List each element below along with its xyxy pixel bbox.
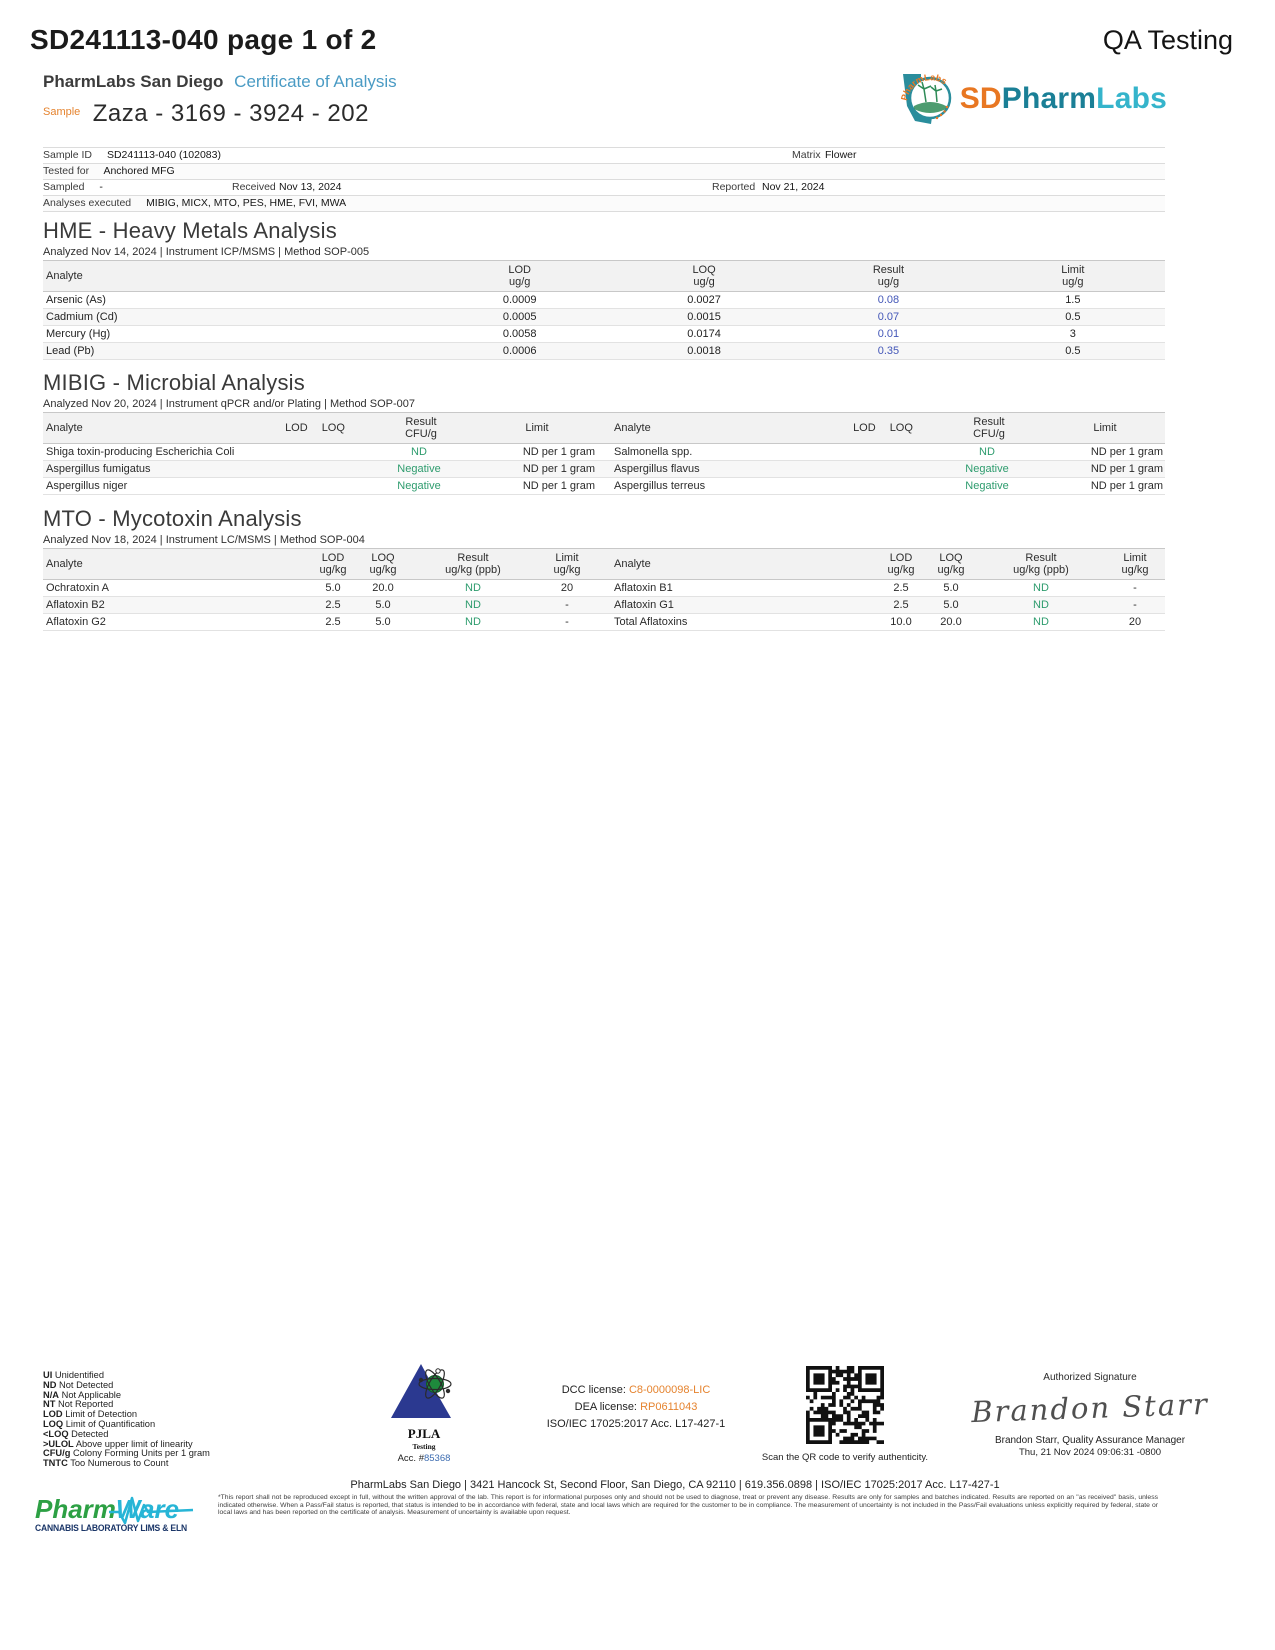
table-row: Shiga toxin-producing Escherichia Coli ND ND per 1 gram Salmonella spp. ND ND per 1 gram (43, 444, 1165, 461)
table-row: Aflatoxin B2 2.5 5.0 ND - Aflatoxin G1 2.5 5.0 ND - (43, 597, 1165, 614)
pjla-sub: Testing (412, 1442, 436, 1451)
pharmware-pharm: Pharm (35, 1494, 116, 1524)
qr-verification (760, 1366, 930, 1463)
table-row: Arsenic (As) 0.0009 0.0027 0.08 1.5 (43, 292, 1165, 309)
mto-col-loq: LOQ ug/kg (369, 552, 397, 576)
info-row-analyses (43, 196, 1165, 212)
sampled-label: Sampled (43, 181, 85, 193)
mto-col-lod: LOD ug/kg (887, 552, 915, 576)
info-row-sample-id (43, 148, 1165, 164)
legend-item: ND Not Detected (43, 1379, 114, 1390)
pjla-logo-icon (383, 1360, 465, 1420)
analyses-label: Analyses executed (43, 197, 132, 209)
legend-item: CFU/g Colony Forming Units per 1 gram (43, 1448, 210, 1459)
sample-id-label: Sample ID (43, 149, 93, 161)
table-row: Aflatoxin G2 2.5 5.0 ND - Total Aflatoxins 10.0 20.0 ND 20 (43, 614, 1165, 631)
table-row: Mercury (Hg) 0.0058 0.0174 0.01 3 (43, 326, 1165, 343)
mibig-col-limit: Limit (1093, 422, 1117, 434)
table-row: Ochratoxin A 5.0 20.0 ND 20 Aflatoxin B1 2.5 5.0 ND - (43, 580, 1165, 597)
pjla-name: PJLA (407, 1426, 441, 1441)
pjla-accreditation (366, 1360, 482, 1464)
reported-value: Nov 21, 2024 (762, 181, 825, 193)
hme-col-loq: LOQ ug/g (692, 264, 716, 288)
mto-col-loq: LOQ ug/kg (937, 552, 965, 576)
pharmware-wordmark (35, 1496, 190, 1522)
mto-section-title: MTO - Mycotoxin Analysis (43, 506, 302, 531)
hme-section-title: HME - Heavy Metals Analysis (43, 218, 337, 243)
legend-item: UI Unidentified (43, 1370, 105, 1380)
mibig-col-limit: Limit (525, 422, 549, 434)
mibig-section-title: MIBIG - Microbial Analysis (43, 370, 305, 395)
mibig-col-lod-loq: LOD LOQ (285, 422, 345, 434)
pharmware-ware: Ware (115, 1494, 180, 1524)
authorized-signature-label: Authorized Signature (1043, 1372, 1137, 1383)
mibig-col-result: Result CFU/g (405, 416, 437, 440)
mto-col-limit: Limit ug/kg (1121, 552, 1149, 576)
mibig-col-lod-loq: LOD LOQ (853, 422, 913, 434)
received-value: Nov 13, 2024 (279, 181, 342, 193)
reported-label: Reported (712, 181, 756, 193)
sample-info-table (43, 147, 1165, 212)
info-row-dates (43, 180, 1165, 196)
legend-item: N/A Not Applicable (43, 1389, 122, 1400)
sample-line (43, 100, 369, 128)
pjla-accreditation-number: Acc. #85368 (397, 1453, 451, 1464)
brand-pharm: Pharm (1001, 82, 1097, 115)
info-row-tested-for (43, 164, 1165, 180)
table-row: Lead (Pb) 0.0006 0.0018 0.35 0.5 (43, 343, 1165, 360)
table-row: Aspergillus niger Negative ND per 1 gram Aspergillus terreus Negative ND per 1 gram (43, 478, 1165, 495)
mto-col-lod: LOD ug/kg (319, 552, 347, 576)
pharmware-logo (35, 1496, 190, 1534)
mibig-section-meta: Analyzed Nov 20, 2024 | Instrument qPCR and/or Plating | Method SOP-007 (43, 398, 415, 410)
tested-for-label: Tested for (43, 165, 90, 177)
legend-item: TNTC Too Numerous to Count (43, 1458, 169, 1469)
qa-testing-label: QA Testing (1102, 25, 1233, 55)
report-disclaimer: *This report shall not be reproduced except in full, without the written approval of the lab. This report is for informational purposes only and should not be used to diagnose, treat or prevent any disease. Results are only for samples and batches indicated. Results are reported on an "as received" basis, unless indicated otherwise. When a Pass/Fail status is reported, that status is intended to be in accordance with federal, state and local laws which are required for the customer to be in compliance. The measurement of uncertainty is not included in the Pass/Fail evaluations unless explicitly required by federal, state or local laws and has been reported on the certificate of analysis. Measurement of uncertainty is available upon request. (218, 1494, 1158, 1517)
iso-accreditation: ISO/IEC 17025:2017 Acc. L17-427-1 (546, 1418, 726, 1430)
brand-labs: Labs (1096, 82, 1167, 115)
lab-name: PharmLabs San Diego (43, 72, 224, 91)
qr-caption: Scan the QR code to verify authenticity. (761, 1452, 929, 1463)
hme-section-meta: Analyzed Nov 14, 2024 | Instrument ICP/MSMS | Method SOP-005 (43, 246, 370, 258)
hme-col-result: Result ug/g (872, 264, 905, 288)
pharmlabs-seal-icon (894, 68, 956, 130)
legend-item: LOD Limit of Detection (43, 1409, 138, 1420)
mto-section-meta: Analyzed Nov 18, 2024 | Instrument LC/MSMS | Method SOP-004 (43, 534, 365, 546)
mto-col-result: Result ug/kg (ppb) (445, 552, 501, 576)
matrix-label: Matrix (792, 149, 821, 161)
sample-id-value: SD241113-040 (102083) (106, 149, 221, 161)
mibig-table (43, 412, 1165, 495)
mto-table-header: Analyte LOD ug/kg LOQ ug/kg Result ug/kg (ppb) Limit ug/kg Analyte LOD ug/kg LOQ ug/kg Result ug/kg (ppb) Limit ug/kg (43, 548, 1165, 580)
dcc-license: DCC license: C8-0000098-LIC (561, 1384, 711, 1396)
mibig-col-result: Result CFU/g (973, 416, 1005, 440)
signature-handwriting: Brandon Starr (970, 1386, 1210, 1430)
received-label: Received (232, 181, 276, 193)
dea-license: DEA license: RP0611043 (574, 1401, 698, 1413)
license-block (518, 1384, 754, 1435)
svg-text:PharmLabs: PharmLabs (898, 72, 949, 102)
matrix-value: Flower (825, 149, 857, 161)
report-type: Certificate of Analysis (234, 72, 397, 91)
brand-sd: SD (959, 82, 1002, 115)
legend-item: NT Not Reported (43, 1399, 114, 1410)
sample-label: Sample (43, 106, 81, 118)
hme-table-header (43, 260, 1165, 292)
hme-table (43, 260, 1165, 360)
table-row: Cadmium (Cd) 0.0005 0.0015 0.07 0.5 (43, 309, 1165, 326)
mto-table (43, 548, 1165, 631)
mibig-table-header: Analyte LOD LOQ Result CFU/g Limit Analyte LOD LOQ Result CFU/g Limit (43, 412, 1165, 444)
tested-for-value: Anchored MFG (103, 165, 175, 177)
legend-item: >ULOL Above upper limit of linearity (43, 1438, 193, 1449)
lab-title-line (43, 72, 397, 92)
analyses-value: MIBIG, MICX, MTO, PES, HME, FVI, MWA (146, 197, 347, 209)
mto-col-limit: Limit ug/kg (553, 552, 581, 576)
sampled-value: - (99, 181, 103, 193)
mto-col-result: Result ug/kg (ppb) (1013, 552, 1069, 576)
pharmware-tagline: CANNABIS LABORATORY LIMS & ELN (35, 1523, 187, 1534)
document-id-title: SD241113-040 page 1 of 2 (30, 24, 377, 55)
qr-code (806, 1431, 884, 1448)
signature-block (960, 1372, 1220, 1458)
hme-col-limit: Limit ug/g (1061, 264, 1085, 288)
sdpharmlabs-logo (894, 68, 1167, 130)
sample-name: Zaza - 3169 - 3924 - 202 (92, 100, 369, 127)
table-row: Aspergillus fumigatus Negative ND per 1 gram Aspergillus flavus Negative ND per 1 gram (43, 461, 1165, 478)
legend-item: LOQ Limit of Quantification (43, 1418, 156, 1429)
hme-col-analyte: Analyte (46, 270, 83, 282)
signature-datetime: Thu, 21 Nov 2024 09:06:31 -0800 (1018, 1447, 1162, 1458)
lab-address-line: PharmLabs San Diego | 3421 Hancock St, Second Floor, San Diego, CA 92110 | 619.356.0898 | ISO/IEC 17025:2017 Acc. L17-427-1 (350, 1479, 1000, 1491)
signatory-name-title: Brandon Starr, Quality Assurance Manager (994, 1435, 1186, 1446)
hme-col-lod: LOD ug/g (508, 264, 531, 288)
legend-item: <LOQ Detected (43, 1428, 109, 1439)
brand-wordmark (960, 82, 1167, 116)
abbreviation-legend (43, 1371, 210, 1469)
